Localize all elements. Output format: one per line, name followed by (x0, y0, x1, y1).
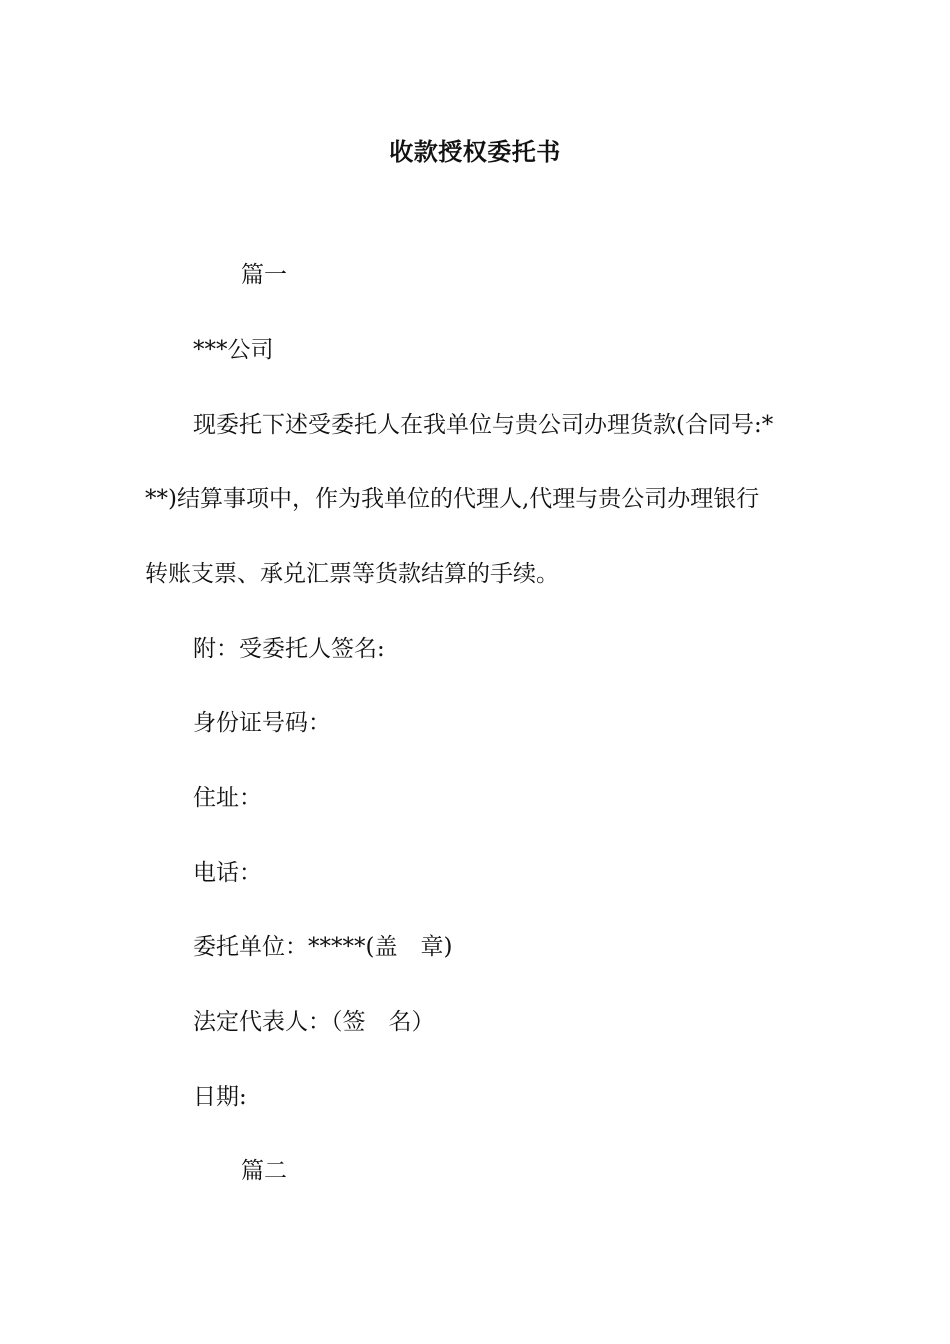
section-heading-1: 篇一 (241, 262, 287, 288)
paragraph-line-2: **)结算事项中，作为我单位的代理人,代理与贵公司办理银行 (145, 486, 760, 512)
id-number-label: 身份证号码： (193, 710, 331, 736)
entrusting-unit-label: 委托单位：*****(盖 章) (193, 934, 453, 960)
attachment-signature-label: 附：受委托人签名: (193, 636, 385, 662)
paragraph-line-3: 转账支票、承兑汇票等货款结算的手续。 (145, 561, 559, 587)
legal-representative-label: 法定代表人：（签 名） (193, 1009, 435, 1035)
phone-label: 电话： (193, 860, 262, 886)
paragraph-line-1: 现委托下述受委托人在我单位与贵公司办理货款(合同号:* (193, 412, 774, 438)
section-heading-2: 篇二 (241, 1158, 287, 1184)
address-label: 住址： (193, 785, 262, 811)
document-title: 收款授权委托书 (389, 138, 561, 166)
date-label: 日期: (193, 1084, 247, 1110)
addressee: ***公司 (193, 337, 274, 363)
